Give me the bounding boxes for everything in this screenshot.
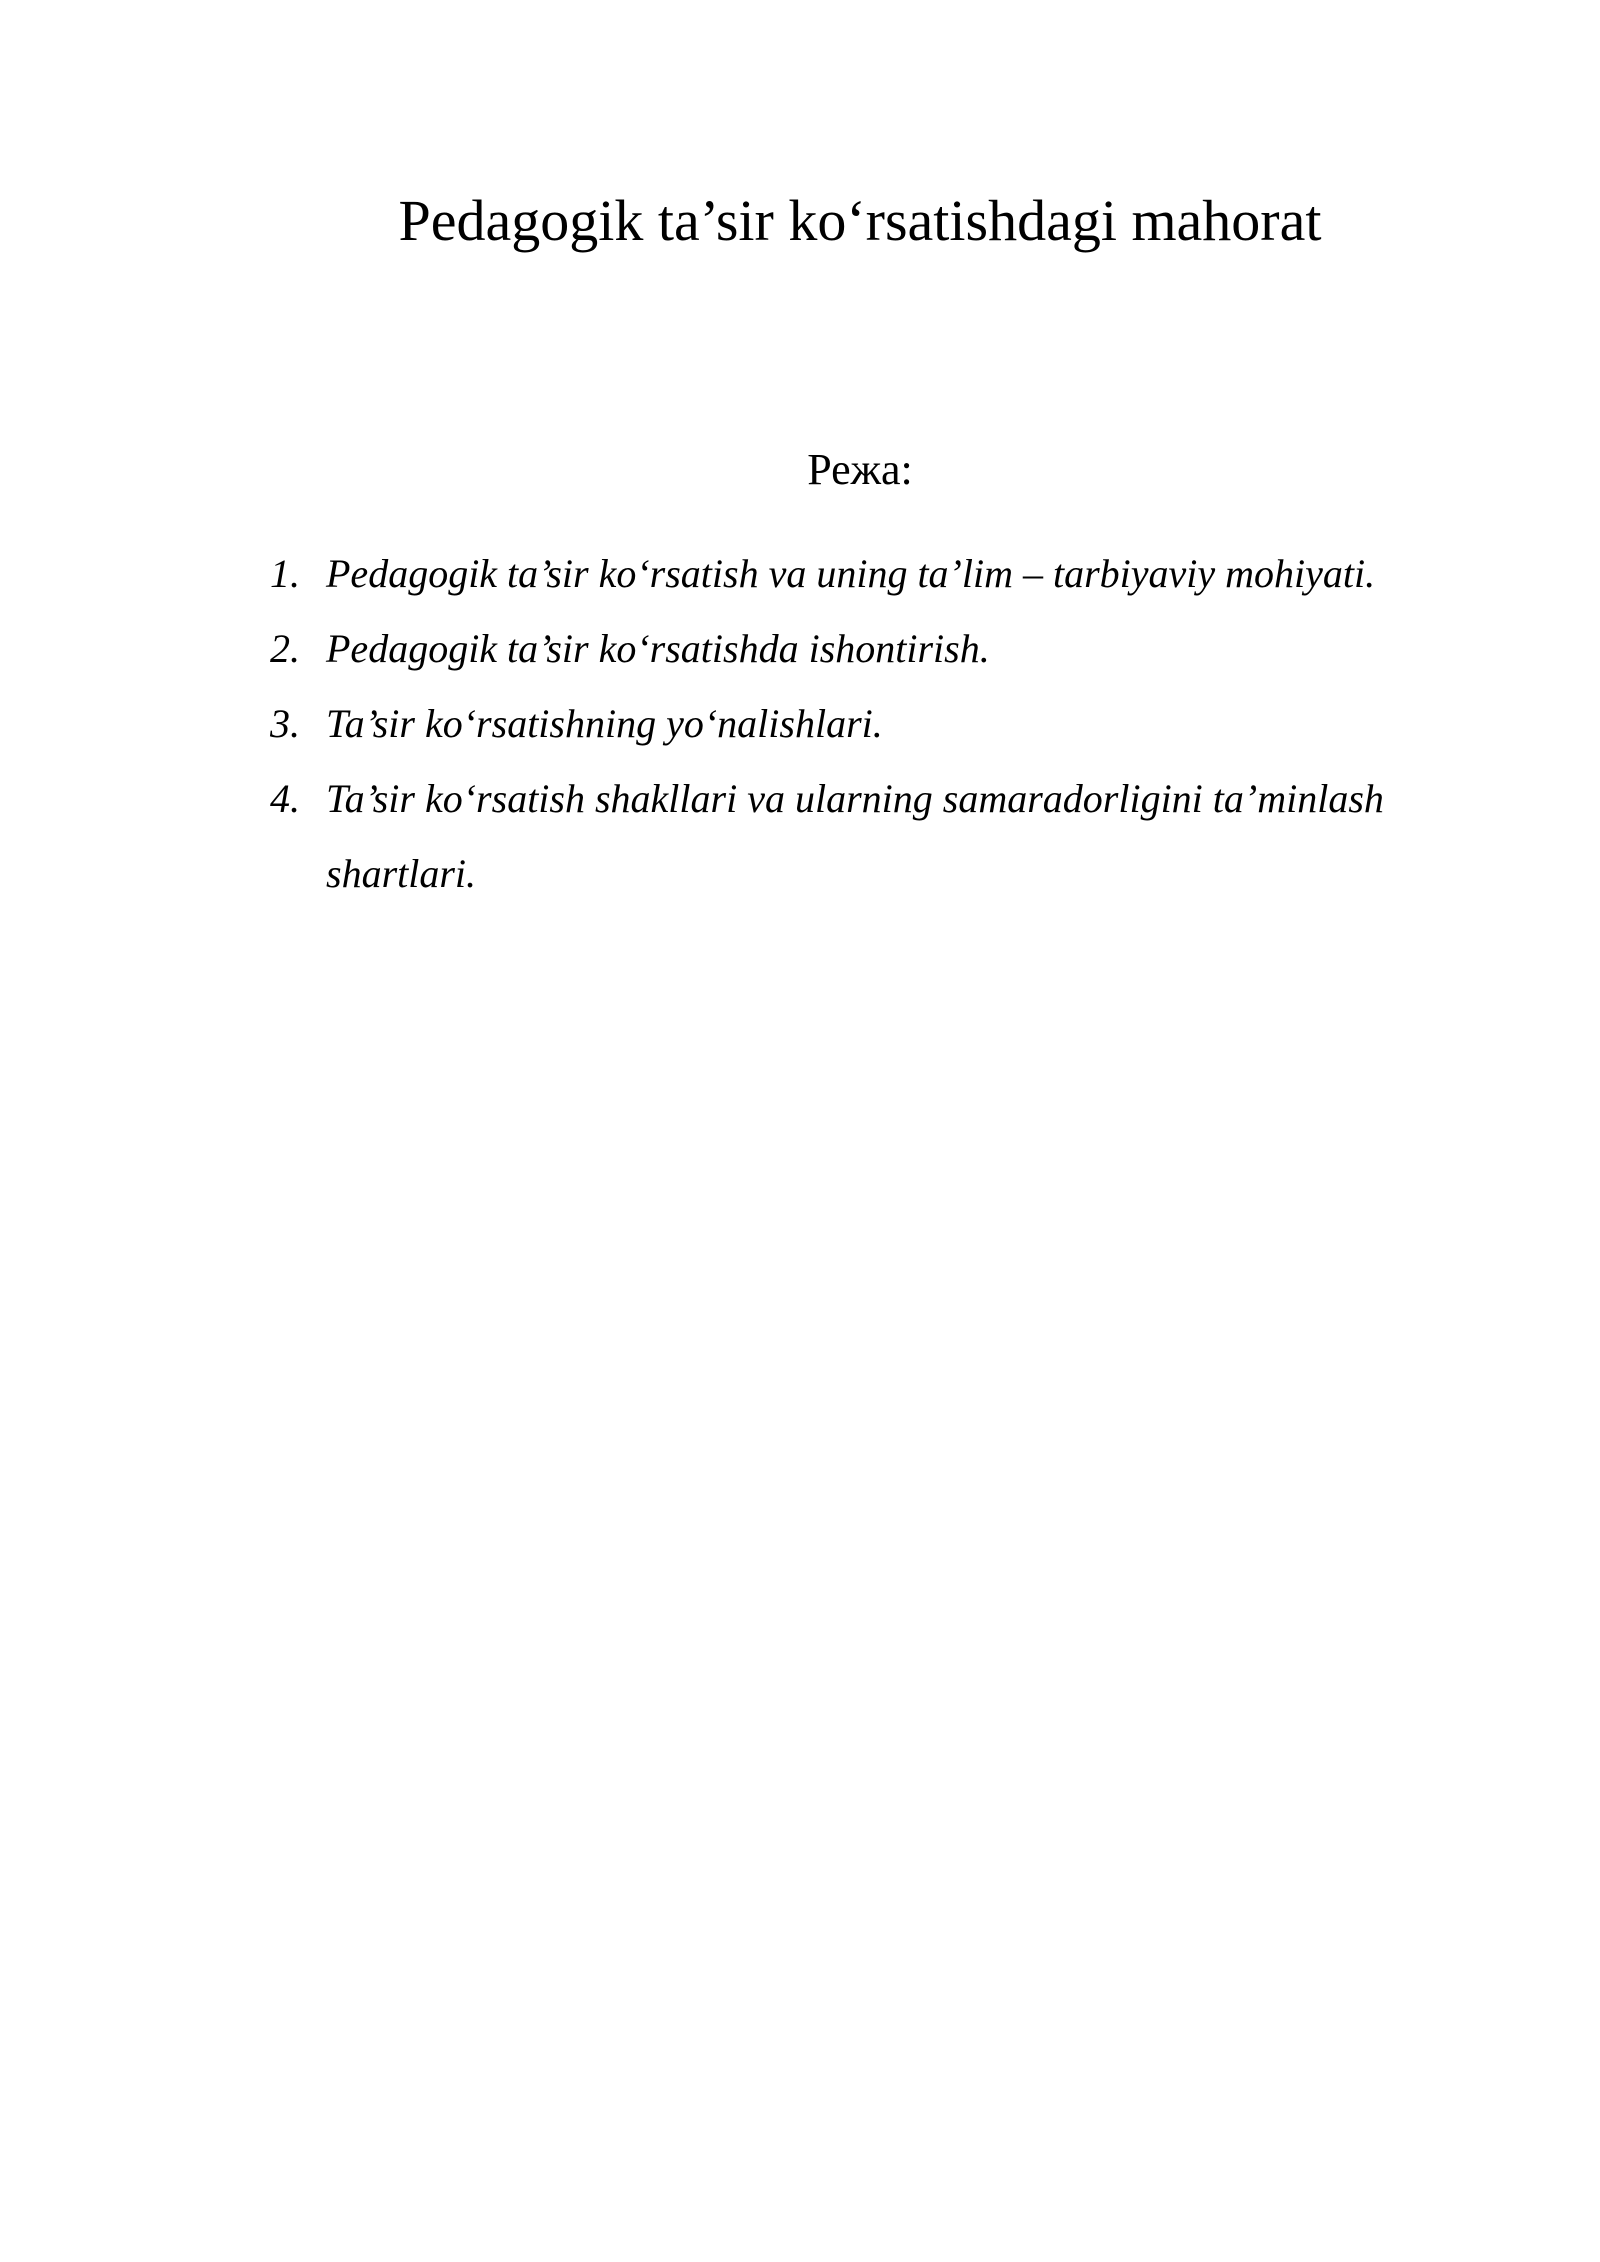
plan-item-1 [270, 536, 1500, 611]
document-title: Pedagogik ta’sir koʻrsatishdagi mahorat [398, 188, 1322, 253]
plan-item-number: 1. [270, 551, 300, 596]
plan-item-number: 2. [270, 626, 300, 671]
plan-item-3 [270, 686, 1500, 761]
plan-item-number: 4. [270, 776, 300, 821]
plan-item-text: Ta’sir koʻrsatish shakllari va ularning samaradorligini ta’minlash shartlari. [326, 776, 1384, 896]
plan-item-text: Ta’sir koʻrsatishning yoʻnalishlari. [326, 701, 883, 746]
plan-item-text: Pedagogik ta’sir koʻrsatishda ishontirish. [326, 626, 990, 671]
plan-heading: Режа: [807, 445, 913, 494]
plan-item-number: 3. [270, 701, 300, 746]
plan-list [270, 536, 1500, 911]
plan-item-text: Pedagogik ta’sir koʻrsatish va uning ta’lim – tarbiyaviy mohiyati. [326, 551, 1376, 596]
plan-item-2 [270, 611, 1500, 686]
plan-item-4 [270, 761, 1500, 911]
